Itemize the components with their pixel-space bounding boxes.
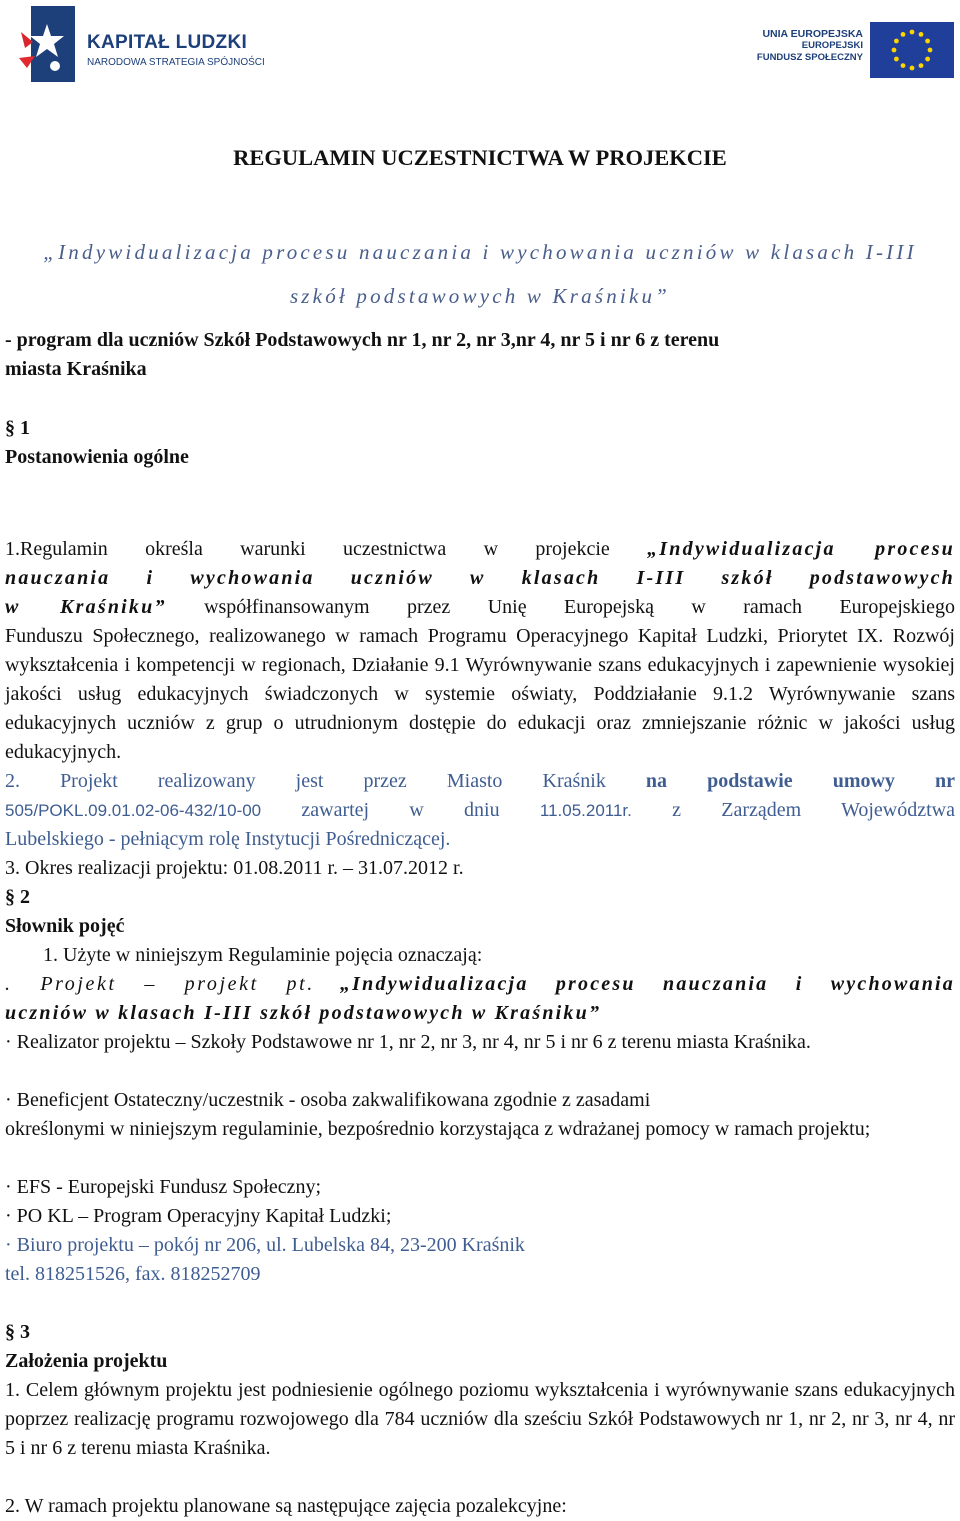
p1-line3 — [5, 593, 955, 622]
section-1-title: Postanowienia ogólne — [5, 446, 189, 468]
section-2-intro: 1. Użyte w niniejszym Regulaminie pojęcia oznaczają: — [43, 944, 483, 966]
document-title: REGULAMIN UCZESTNICTWA W PROJEKCIE — [233, 145, 727, 170]
p1-project-b: nauczania i wychowania uczniów w klasach I-III szkół podstawowych — [5, 567, 955, 589]
def-beneficjent-line1: · Beneficjent Ostateczny/uczestnik - osoba zakwalifikowana zgodnie z zasadami — [5, 1089, 651, 1111]
p2-line1 — [5, 767, 955, 796]
p1-text-a: 1.Regulamin określa warunki uczestnictwa w projekcie — [5, 538, 610, 560]
p2-text-d: zawartej w dniu — [301, 799, 500, 821]
eu-logo-line3: FUNDUSZ SPOŁECZNY — [756, 52, 863, 63]
p1-project-a: „Indywidualizacja procesu — [647, 538, 956, 560]
p1-line1 — [5, 535, 955, 564]
kapital-ludzki-star-icon — [17, 2, 79, 88]
section-3-title: Założenia projektu — [5, 1350, 168, 1372]
kapital-ludzki-subtitle: NARODOWA STRATEGIA SPÓJNOŚCI — [87, 57, 265, 68]
section-2-number: § 2 — [5, 886, 30, 908]
section-2-title: Słownik pojęć — [5, 915, 125, 937]
def-beneficjent-line2: określonymi w niniejszym regulaminie, bezpośrednio korzystająca z wdrażanej pomocy w ramach projektu; — [5, 1118, 871, 1140]
p2-text-b: na podstawie umowy nr — [645, 770, 955, 792]
p2-text-a: 2. Projekt realizowany jest przez Miasto Kraśnik — [5, 770, 606, 792]
definition-biuro: · Biuro projektu – pokój nr 206, ul. Lubelska 84, 23-200 Kraśnik — [5, 1234, 525, 1256]
p2-line2 — [5, 796, 955, 825]
section-2-heading — [5, 883, 955, 941]
section-3-paragraph-2: 2. W ramach projektu planowane są następujące zajęcia pozalekcyjne: — [5, 1495, 567, 1517]
definition-projekt — [5, 970, 955, 1028]
def-projekt-line1 — [5, 970, 955, 999]
p1-text-e: współfinansowanym przez Unię Europejską w ramach Europejskiego — [204, 596, 955, 618]
def-projekt-label: . Projekt – projekt pt. — [5, 973, 315, 995]
eu-logo — [743, 22, 960, 78]
p2-line3: Lubelskiego - pełniącym rolę Instytucji Pośredniczącej. — [5, 828, 451, 850]
p1-project-c: w Kraśniku” — [5, 596, 167, 618]
section-1-number: § 1 — [5, 417, 30, 439]
definition-pokl: · PO KL – Program Operacyjny Kapitał Ludzki; — [5, 1205, 392, 1227]
program-line1: - program dla uczniów Szkół Podstawowych nr 1, nr 2, nr 3,nr 4, nr 5 i nr 6 z terenu — [5, 329, 720, 351]
program-description — [5, 326, 955, 384]
kapital-ludzki-logo — [17, 2, 287, 88]
p2-text-f: z Zarządem Województwa — [672, 799, 955, 821]
project-name-line1: „Indywidualizacja procesu nauczania i wychowania uczniów w klasach I-III — [43, 240, 917, 264]
definition-efs: · EFS - Europejski Fundusz Społeczny; — [5, 1176, 322, 1198]
def-projekt-name-a: „Indywidualizacja procesu nauczania i wychowania — [339, 973, 956, 995]
kapital-ludzki-title: KAPITAŁ LUDZKI — [87, 32, 248, 53]
section-3-paragraph-1: 1. Celem głównym projektu jest podniesienie ogólnego poziomu wykształcenia i wyrównywanie szans edukacyjnych poprzez realizację programu rozwojowego dla 784 uczniów dla sześciu Szkół Podstawowych nr 1, nr 2, nr 3, nr 4, nr 5 i nr 6 z terenu miasta Kraśnika. — [5, 1379, 955, 1459]
section-3-heading — [5, 1318, 955, 1376]
section-1-paragraph-2 — [5, 767, 955, 854]
eu-logo-line1: UNIA EUROPEJSKA — [762, 28, 863, 40]
eu-logo-text — [743, 28, 863, 64]
section-1-paragraph-3: 3. Okres realizacji projektu: 01.08.2011 r. – 31.07.2012 r. — [5, 857, 464, 879]
p2-date: 11.05.2011r. — [539, 801, 632, 820]
program-line2: miasta Kraśnika — [5, 358, 147, 380]
contact-phone-fax: tel. 818251526, fax. 818252709 — [5, 1263, 261, 1285]
section-3-number: § 3 — [5, 1321, 30, 1343]
section-1-paragraph-1 — [5, 535, 955, 767]
definition-realizator: · Realizator projektu – Szkoły Podstawowe nr 1, nr 2, nr 3, nr 4, nr 5 i nr 6 z terenu miasta Kraśnika. — [5, 1031, 811, 1053]
project-name-line2: szkół podstawowych w Kraśniku” — [289, 284, 671, 308]
p1-rest: Funduszu Społecznego, realizowanego w ramach Programu Operacyjnego Kapitał Ludzki, Priorytet IX. Rozwój wykształcenia i kompetencji w regionach, Działanie 9.1 Wyrównywanie szans edukacyjnych i zapewnienie wysokiej jakości usług edukacyjnych świadczonych w systemie oświaty, Poddziałanie 9.1.2 Wyrównywanie szans edukacyjnych uczniów z grup o utrudnionym dostępie do edukacji oraz zmniejszanie różnic w jakości usług edukacyjnych. — [5, 625, 955, 763]
section-1-heading — [5, 414, 955, 472]
eu-logo-line2: EUROPEJSKI — [801, 40, 863, 51]
def-projekt-name-b: uczniów w klasach I-III szkół podstawowych w Kraśniku” — [5, 1002, 602, 1024]
eu-flag-icon — [870, 22, 954, 78]
definition-beneficjent — [5, 1086, 955, 1144]
p2-agreement-number: 505/POKL.09.01.02-06-432/10-00 — [5, 801, 262, 820]
